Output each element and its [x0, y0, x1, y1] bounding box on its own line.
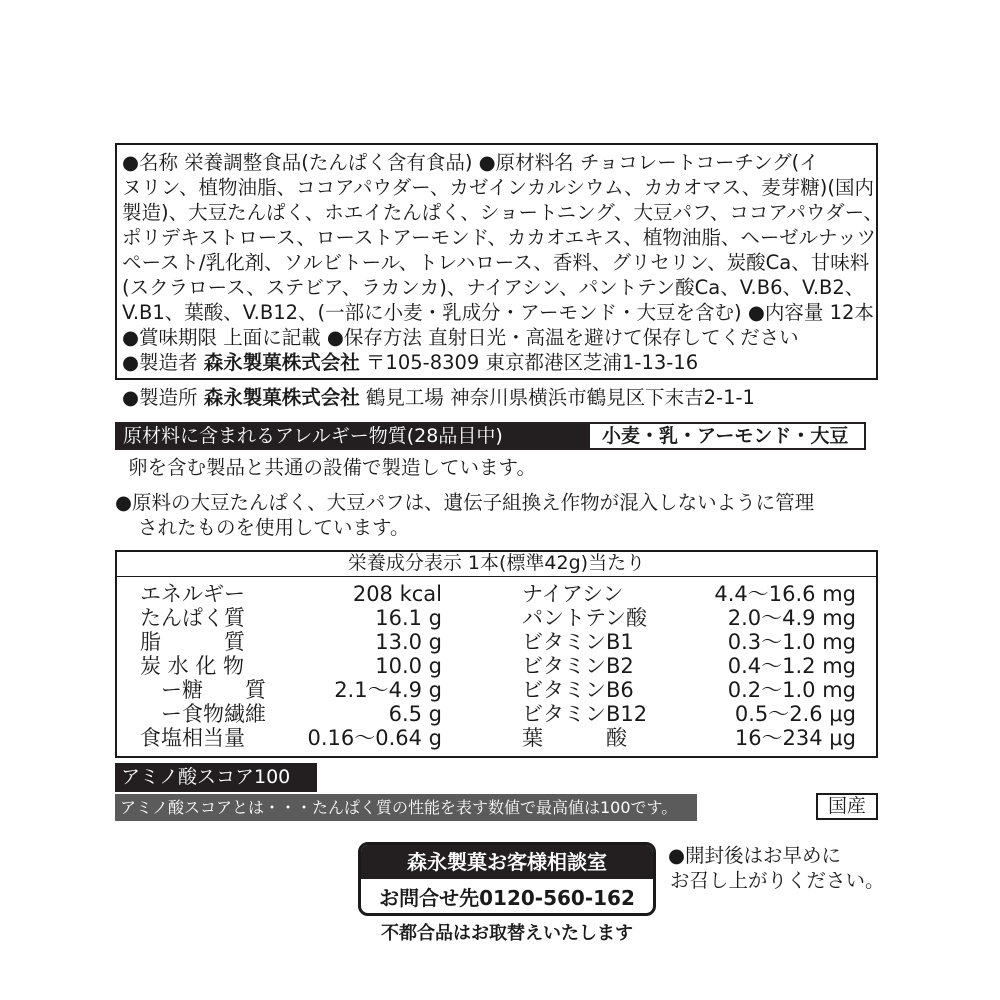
nutrition-row [140, 654, 442, 678]
nutrient-label: エネルギー [140, 582, 245, 606]
nutrient-value: 16.1 g [375, 606, 442, 630]
nutrient-value: 13.0 g [375, 630, 442, 654]
exchange-note: 不都合品はお取替えいたします [381, 923, 633, 944]
info-line: ●名称 栄養調整食品(たんぱく含有食品) ●原材料名 チョコレートコーチング(イ [122, 151, 819, 174]
nutrient-value: 0.3〜1.0 mg [727, 630, 856, 654]
nutrient-value: 0.16〜0.64 g [307, 726, 442, 750]
maker-line [122, 350, 882, 375]
nutrition-row [522, 726, 856, 750]
nutrient-value: 2.1〜4.9 g [334, 678, 442, 702]
after-opening-line1: ●開封後はお早めに [668, 844, 842, 867]
amino-score-header: アミノ酸スコア100 [115, 763, 317, 792]
nutrition-row [522, 654, 856, 678]
product-info-text [122, 150, 882, 375]
amino-score-description: アミノ酸スコアとは・・・たんぱく質の性能を表す数値で最高値は100です。 [115, 794, 697, 821]
nutrient-value: 208 kcal [352, 582, 442, 606]
nutrient-value: 2.0〜4.9 mg [727, 606, 856, 630]
nutrient-label: 葉 酸 [522, 726, 627, 750]
info-line: ヌリン、植物油脂、ココアパウダー、カゼインカルシウム、カカオマス、麦芽糖)(国内 [122, 176, 875, 199]
nutrient-value: 6.5 g [388, 702, 442, 726]
nutrient-label: ビタミンB2 [522, 654, 634, 678]
nutrient-label: 食塩相当量 [140, 726, 245, 750]
nutrition-row [140, 678, 442, 702]
info-line: (スクラロース、ステビア、ラカンカ)、ナイアシン、パントテン酸Ca、V.B6、V.B2、 [122, 276, 865, 299]
nutrient-label: パントテン酸 [522, 606, 647, 630]
nutrition-row [522, 678, 856, 702]
nutrient-label: 炭 水 化 物 [140, 654, 245, 678]
maker-address: 〒105-8309 東京都港区芝浦1-13-16 [359, 351, 699, 374]
info-line: 製造)、大豆たんぱく、ホエイたんぱく、ショートニング、大豆パフ、ココアパウダー、 [122, 201, 883, 224]
gmo-note-line2: されたものを使用しています。 [138, 516, 410, 539]
nutrient-label: 脂 質 [140, 630, 245, 654]
nutrition-title: 栄養成分表示 1本(標準42g)当たり [115, 550, 878, 577]
factory-prefix: ●製造所 [122, 386, 204, 409]
nutrient-value: 10.0 g [375, 654, 442, 678]
nutrient-label: ー食物繊維 [140, 702, 266, 726]
nutrient-label: たんぱく質 [140, 606, 245, 630]
nutrition-row [522, 582, 856, 606]
nutrient-label: ナイアシン [522, 582, 624, 606]
nutrient-value: 0.2〜1.0 mg [727, 678, 856, 702]
factory-address: 鶴見工場 神奈川県横浜市鶴見区下末吉2-1-1 [359, 386, 755, 409]
nutrient-value: 0.4〜1.2 mg [727, 654, 856, 678]
nutrition-row [140, 606, 442, 630]
maker-prefix: ●製造者 [122, 351, 204, 374]
nutrition-right-column [522, 582, 856, 754]
after-opening-line2: お召し上がりください。 [670, 869, 885, 892]
allergy-header: 原材料に含まれるアレルギー物質(28品目中) [115, 422, 588, 450]
factory-line [122, 385, 755, 410]
info-line: ●賞味期限 上面に記載 ●保存方法 直射日光・高温を避けて保存してください [122, 326, 799, 349]
nutrition-row [522, 606, 856, 630]
nutrient-label: ー糖 質 [140, 678, 266, 702]
after-opening-note [668, 843, 885, 893]
nutrition-row [140, 702, 442, 726]
allergy-note: 卵を含む製品と共通の設備で製造しています。 [128, 456, 536, 479]
nutrient-value: 16〜234 μg [734, 726, 856, 750]
info-line: V.B1、葉酸、V.B12、(一部に小麦・乳成分・アーモンド・大豆を含む) ●内容量 12本 [122, 301, 874, 324]
nutrition-row [522, 702, 856, 726]
allergy-value: 小麦・乳・アーモンド・大豆 [588, 422, 866, 450]
nutrition-row [140, 630, 442, 654]
factory-name: 森永製菓株式会社 [203, 386, 360, 409]
nutrition-left-column [140, 582, 442, 754]
maker-name: 森永製菓株式会社 [203, 351, 360, 374]
nutrient-label: ビタミンB12 [522, 702, 648, 726]
origin-badge: 国産 [816, 793, 878, 820]
nutrient-label: ビタミンB1 [522, 630, 634, 654]
contact-phone: お問合せ先0120-560-162 [379, 886, 635, 910]
nutrition-row [522, 630, 856, 654]
customer-contact-box [358, 842, 656, 916]
contact-title: 森永製菓お客様相談室 [361, 845, 653, 879]
info-line: ペースト/乳化剤、ソルビトール、トレハロース、香料、グリセリン、炭酸Ca、甘味料 [122, 251, 870, 274]
nutrient-value: 0.5〜2.6 μg [734, 702, 856, 726]
nutrient-label: ビタミンB6 [522, 678, 634, 702]
nutrient-value: 4.4〜16.6 mg [714, 582, 856, 606]
nutrition-row [140, 582, 442, 606]
info-line: ポリデキストロース、ローストアーモンド、カカオエキス、植物油脂、ヘーゼルナッツ [122, 226, 877, 249]
nutrition-row [140, 726, 442, 750]
gmo-note-line1: ●原料の大豆たんぱく、大豆パフは、遺伝子組換え作物が混入しないように管理 [115, 491, 815, 514]
